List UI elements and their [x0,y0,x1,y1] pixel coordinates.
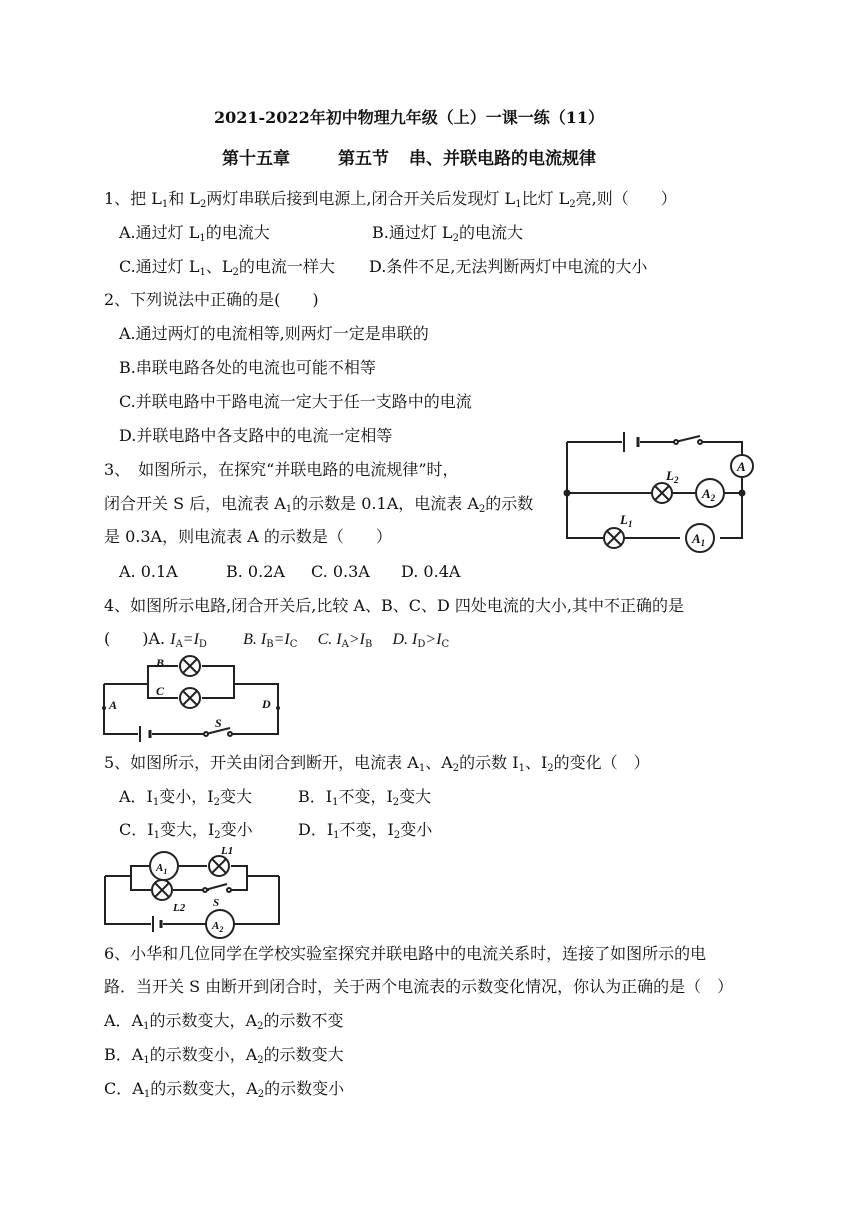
q5-option-b: B．$I_1$不变，$I_2$变大 [298,787,432,808]
point-d-dot [276,706,280,710]
ammeter-a1-label: $A_1$ [156,862,168,876]
q3-option-d: D. 0.4A [401,562,461,581]
q4-stem: 4、如图所示电路,闭合开关后,比较 A、B、C、D 四处电流的大小,其中不正确的是 [104,596,684,615]
worksheet-title: 2021-2022年初中物理九年级（上）一课一练（11） [214,108,604,127]
point-a-label: A [109,698,118,712]
q5-circuit-diagram [103,845,283,934]
q5-stem: 5、如图所示，开关由闭合到断开，电流表 $A_1$、$A_2$的示数 $I_1$、$I_2$的变化（ ） [104,753,650,774]
q6-option-b: B．$A_1$的示数变小，$A_2$的示数变大 [104,1045,344,1066]
q5-option-a: A．$I_1$变小，$I_2$变大 [119,787,252,808]
q3-option-a: A. 0.1A [119,562,178,581]
ammeter-main-label: A [737,459,746,474]
q1-option-a: A.通过灯 $L_1$的电流大 [119,223,270,244]
ammeter-a2-label: $A_2$ [212,920,224,934]
q4-circuit-diagram [102,656,282,740]
switch-contact [203,888,207,892]
chapter-label: 第十五章 [222,149,290,169]
lamp-l1-label: L1 [221,845,234,857]
q2-stem: 2、下列说法中正确的是( ) [104,290,319,309]
q3-line-3: 是 0.3A，则电流表 A 的示数是（ ） [104,527,392,546]
q6-option-a: A．$A_1$的示数变大，$A_2$的示数不变 [104,1011,344,1032]
q6-line-1: 6、小华和几位同学在学校实验室探究并联电路中的电流关系时，连接了如图所示的电 [104,944,707,963]
q5-branch-wires [105,866,279,890]
junction-dot [565,491,570,496]
q3-option-b: B. 0.2A [226,562,285,581]
q3-line-2: 闭合开关 S 后，电流表 $A_1$的示数是 0.1A，电流表 $A_2$的示数 [104,494,534,515]
q3-line-1: 3、 如图所示，在探究“并联电路的电流规律”时， [104,460,459,479]
q4-options: ( )A. $I_A=I_D$ B. $I_B=I_C$ C. $I_A>I_B$ D. $I_D>I_C$ [104,629,450,650]
switch-contact [698,440,702,444]
lamp-l2-label: $L_2$ [666,468,679,485]
switch-contact [674,440,678,444]
q1-option-c: C.通过灯 $L_1$、$L_2$的电流一样大 [119,257,335,278]
switch-s-label: S [215,716,222,730]
ammeter-a2-label: $A_2$ [702,486,716,503]
q2-option-c: C.并联电路中干路电流一定大于任一支路中的电流 [119,392,472,411]
q6-option-c: C．$A_1$的示数变大，$A_2$的示数变小 [104,1079,345,1100]
q5-option-d: D．$I_1$不变，$I_2$变小 [298,820,433,841]
point-b-label: B [156,656,165,670]
switch-contact [228,732,232,736]
switch-contact [227,888,231,892]
switch-s-label: S [213,897,220,909]
q2-option-b: B.串联电路各处的电流也可能不相等 [119,358,376,377]
q2-option-d: D.并联电路中各支路中的电流一定相等 [119,426,393,445]
point-d-label: D [262,697,271,711]
q3-circuit-diagram [560,428,780,553]
lamp-l2-label: L2 [173,902,186,914]
topic-label: 串、并联电路的电流规律 [409,149,596,169]
q1-option-d: D.条件不足,无法判断两灯中电流的大小 [369,257,648,276]
q2-option-a: A.通过两灯的电流相等,则两灯一定是串联的 [119,324,429,343]
q1-option-b: B.通过灯 $L_2$的电流大 [372,223,523,244]
q3-option-c: C. 0.3A [311,562,370,581]
q6-line-2: 路．当开关 S 由断开到闭合时，关于两个电流表的示数变化情况，你认为正确的是（ ） [104,977,734,996]
point-a-dot [102,706,106,710]
point-c-label: C [156,684,165,698]
junction-dot [740,491,745,496]
chapter-heading [222,149,596,169]
lamp-l1-label: $L_1$ [620,512,633,529]
ammeter-a1-label: $A_1$ [692,531,706,548]
q1-stem: 1、把 $L_1$和 $L_2$两灯串联后接到电源上,闭合开关后发现灯 $L_1$比灯 $L_2$亮,则（ ） [104,189,677,210]
section-label: 第五节 [338,149,389,169]
switch-contact [204,732,208,736]
q4-branch-wires [104,666,234,698]
q5-option-c: C．$I_1$变大，$I_2$变小 [119,820,253,841]
